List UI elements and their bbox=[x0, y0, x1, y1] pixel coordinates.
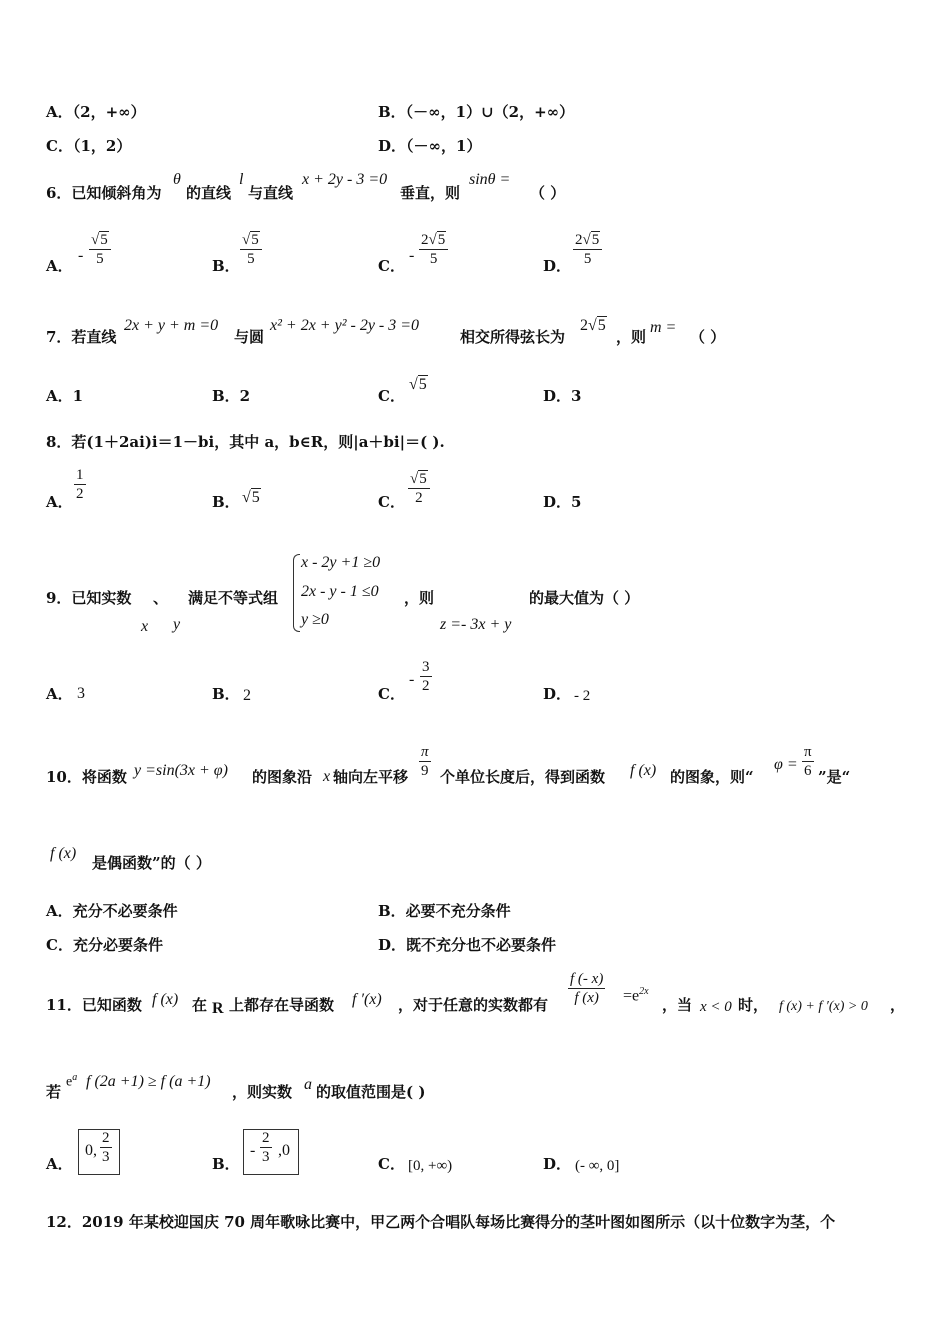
q6-stem-4: 垂直，则 bbox=[400, 184, 461, 202]
q11-R: R bbox=[212, 1000, 224, 1017]
q10-option-c: C．充分必要条件 bbox=[46, 936, 163, 954]
q9-c-minus: - bbox=[409, 671, 415, 688]
q6-stem-3: 与直线 bbox=[248, 184, 294, 202]
q7-option-d: D．3 bbox=[543, 387, 582, 405]
q10-stem-7: 是偶函数”的（ ） bbox=[92, 854, 211, 872]
q9-stem-4: ，则 bbox=[404, 589, 435, 607]
q5-option-d: D．（－∞，1） bbox=[378, 137, 482, 155]
q8-c-fraction: √5 2 bbox=[408, 470, 430, 507]
q10-stem-2: 的图象沿 bbox=[252, 768, 313, 786]
q6-b-fraction: √5 5 bbox=[240, 231, 262, 268]
q6-d-fraction: 2√5 5 bbox=[573, 231, 602, 268]
q9-system-brace bbox=[293, 554, 300, 632]
q11-eq-e: $=e^{2x}$ bbox=[623, 986, 649, 1005]
q10-function: y =sin(3x + φ) bbox=[134, 762, 228, 779]
q9-objective: z =- 3x + y bbox=[440, 616, 512, 633]
q6-l: l bbox=[239, 171, 244, 188]
q6-a-minus: - bbox=[78, 247, 84, 264]
q8-option-a-label: A． bbox=[46, 493, 73, 511]
q6-option-c-label: C． bbox=[378, 257, 405, 275]
q9-ineq-3: y ≥0 bbox=[301, 611, 329, 628]
q8-option-b-label: B． bbox=[212, 493, 240, 511]
q11-condition: x < 0 bbox=[700, 999, 732, 1015]
q10-stem-4: 个单位长度后，得到函数 bbox=[440, 768, 606, 786]
q7-option-c-label: C． bbox=[378, 387, 405, 405]
q10-x: x bbox=[323, 768, 331, 785]
q11-ineq: f (x) + f ′(x) > 0 bbox=[779, 999, 868, 1014]
q6-option-a-label: A． bbox=[46, 257, 73, 275]
q11-option-c-label: C． bbox=[378, 1155, 405, 1173]
q11-b-minus: - bbox=[250, 1142, 256, 1159]
q9-stem-3: 满足不等式组 bbox=[188, 589, 279, 607]
q10-option-a: A．充分不必要条件 bbox=[46, 902, 178, 920]
q9-stem-2: 、 bbox=[153, 589, 169, 607]
q11-stem-1: 11．已知函数 bbox=[46, 996, 142, 1014]
q11-stem-4: ，对于任意的实数都有 bbox=[398, 996, 549, 1014]
q7-circle-eq: x² + 2x + y² - 2y - 3 =0 bbox=[270, 317, 420, 334]
q11-a-fraction: 2 3 bbox=[102, 1130, 110, 1165]
q10-option-b: B．必要不充分条件 bbox=[378, 902, 511, 920]
q7-stem-1: 7．若直线 bbox=[46, 328, 117, 346]
q6-sin-theta: sinθ = bbox=[469, 171, 511, 188]
q11-stem-10: 的取值范围是( ) bbox=[316, 1083, 426, 1101]
q6-stem-5: （ ） bbox=[530, 184, 566, 202]
q8-option-c-label: C． bbox=[378, 493, 405, 511]
q5-option-b: B．（－∞，1）∪（2，+∞） bbox=[378, 103, 575, 121]
q8-a-fraction: 1 2 bbox=[76, 467, 84, 502]
q7-stem-3: 相交所得弦长为 bbox=[460, 328, 566, 346]
q10-stem-6: ”是“ bbox=[818, 768, 851, 786]
q7-chord-length: 2√5 bbox=[580, 317, 606, 334]
q9-y: y bbox=[173, 616, 181, 633]
q5-option-c: C．（1，2） bbox=[46, 137, 132, 155]
q8-b-sqrt5: √5 bbox=[242, 489, 260, 506]
q9-option-a-value: 3 bbox=[77, 685, 85, 702]
q6-option-d-label: D． bbox=[543, 257, 572, 275]
q6-stem-1: 6．已知倾斜角为 bbox=[46, 184, 162, 202]
q6-line-eq: x + 2y - 3 =0 bbox=[302, 171, 388, 188]
q9-stem-5: 的最大值为（ ） bbox=[529, 589, 640, 607]
q8-option-d: D．5 bbox=[543, 493, 582, 511]
q11-stem-2: 在 bbox=[192, 996, 208, 1014]
q11-stem-6: 时， bbox=[738, 996, 769, 1014]
q11-a-zero: 0, bbox=[85, 1142, 97, 1159]
q11-option-a-label: A． bbox=[46, 1155, 73, 1173]
q9-option-c-label: C． bbox=[378, 685, 405, 703]
q6-stem-2: 的直线 bbox=[186, 184, 232, 202]
q6-option-b-label: B． bbox=[212, 257, 240, 275]
q11-stem-8: 若 bbox=[46, 1083, 62, 1101]
q10-option-d: D．既不充分也不必要条件 bbox=[378, 936, 557, 954]
q10-shift-fraction: π 9 bbox=[421, 744, 429, 779]
q11-fprime: f ′(x) bbox=[352, 991, 382, 1008]
q11-b-fraction: 2 3 bbox=[262, 1130, 270, 1165]
q7-stem-5: （ ） bbox=[690, 328, 726, 346]
q11-ratio-fraction: f (- x) f (x) bbox=[570, 971, 604, 1006]
q11-a: a bbox=[304, 1076, 312, 1093]
q7-m: m = bbox=[650, 319, 677, 336]
q9-option-d-value: - 2 bbox=[574, 688, 591, 704]
q10-phi-fraction: π 6 bbox=[804, 744, 812, 779]
q11-option-d-value: (- ∞, 0] bbox=[575, 1158, 620, 1174]
q5-option-a: A．（2，+∞） bbox=[46, 103, 146, 121]
q9-c-fraction: 3 2 bbox=[422, 659, 430, 694]
q6-c-minus: - bbox=[409, 247, 415, 264]
q11-option-c-value: [0, +∞) bbox=[408, 1158, 453, 1174]
q11-stem-3: 上都存在导函数 bbox=[229, 996, 335, 1014]
q7-option-b: B．2 bbox=[212, 387, 251, 405]
q11-ineq-2: f (2a +1) ≥ f (a +1) bbox=[86, 1073, 211, 1090]
q10-fx: f (x) bbox=[630, 762, 657, 779]
q8-stem: 8．若(1＋2ai)i＝1－bi，其中 a，b∈R，则|a＋bi|＝( ). bbox=[46, 433, 445, 451]
q11-b-zero: ,0 bbox=[278, 1142, 290, 1159]
q6-theta: θ bbox=[173, 171, 181, 188]
q7-stem-4: ，则 bbox=[616, 328, 647, 346]
q6-a-fraction: √5 5 bbox=[89, 231, 111, 268]
q9-ineq-1: x - 2y +1 ≥0 bbox=[301, 554, 381, 571]
q7-option-a: A．1 bbox=[46, 387, 84, 405]
q11-stem-5: ，当 bbox=[662, 996, 693, 1014]
q11-e-a: $e^a$ bbox=[66, 1072, 78, 1090]
q9-x: x bbox=[141, 618, 149, 635]
q10-fx-2: f (x) bbox=[50, 845, 77, 862]
q11-stem-9: ，则实数 bbox=[232, 1083, 293, 1101]
q6-c-fraction: 2√5 5 bbox=[419, 231, 448, 268]
q11-stem-7: ， bbox=[890, 996, 906, 1014]
q11-option-d-label: D． bbox=[543, 1155, 572, 1173]
q11-option-b-label: B． bbox=[212, 1155, 240, 1173]
q10-stem-5: 的图象，则“ bbox=[670, 768, 754, 786]
q9-option-a-label: A． bbox=[46, 685, 73, 703]
q10-phi: φ = bbox=[774, 756, 798, 773]
q9-option-d-label: D． bbox=[543, 685, 572, 703]
q7-stem-2: 与圆 bbox=[234, 328, 265, 346]
q12-stem: 12．2019 年某校迎国庆 70 周年歌咏比赛中，甲乙两个合唱队每场比赛得分的茎叶图如图所示（以十位数字为茎，个 bbox=[46, 1213, 836, 1231]
q10-stem-1: 10．将函数 bbox=[46, 768, 127, 786]
q11-fx: f (x) bbox=[152, 991, 179, 1008]
q9-option-b-label: B． bbox=[212, 685, 240, 703]
q9-stem-1: 9．已知实数 bbox=[46, 589, 132, 607]
q10-stem-3: 轴向左平移 bbox=[333, 768, 409, 786]
q7-line-eq: 2x + y + m =0 bbox=[124, 317, 219, 334]
q9-option-b-value: 2 bbox=[243, 687, 251, 704]
q7-c-sqrt5: √5 bbox=[409, 376, 427, 393]
q9-ineq-2: 2x - y - 1 ≤0 bbox=[301, 583, 379, 600]
